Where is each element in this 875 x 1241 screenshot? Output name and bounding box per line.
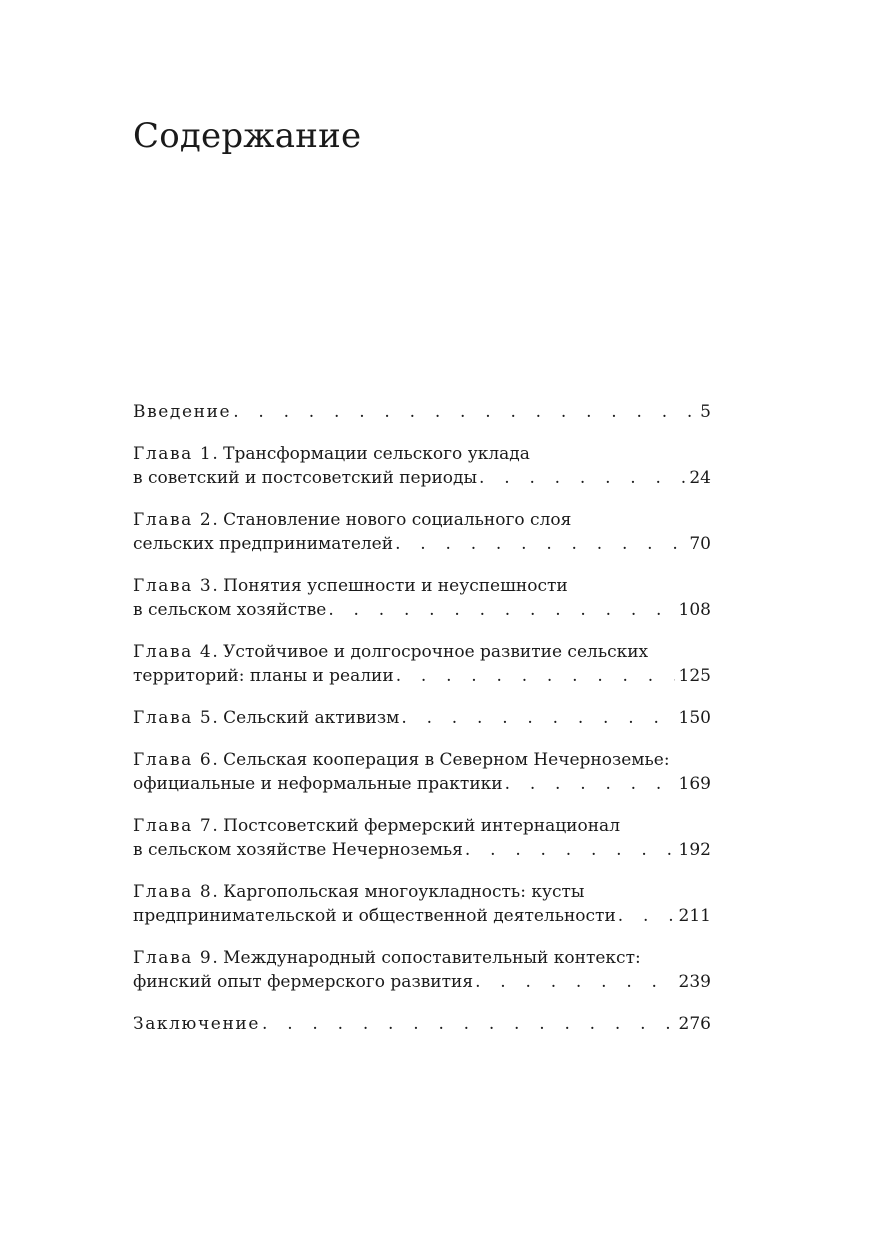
toc-entry-label: Глава 3: [133, 576, 213, 596]
toc-entry-title-line-1: Сельская кооперация в Северном Нечерноземье:: [223, 750, 670, 770]
table-of-contents: [133, 400, 711, 1036]
toc-entry-title-line-1: Становление нового социального слоя: [223, 510, 572, 530]
toc-page-number: 125: [678, 666, 711, 686]
toc-entry-title-line-2: в сельском хозяйстве Нечерноземья: [133, 840, 463, 860]
dot-leader: [465, 838, 675, 862]
toc-entry-title-line-1: Международный сопоставительный контекст:: [223, 948, 641, 968]
toc-entry-title-line-2: сельских предпринимателей: [133, 534, 394, 554]
dot-leader: [479, 466, 685, 490]
toc-entry-label: Заключение: [133, 1014, 260, 1034]
toc-entry-chapter-1[interactable]: Глава 1 . Трансформации сельского уклада в советский и постсоветский периоды . . . 24: [133, 442, 711, 490]
toc-entry-title-line-1: Постсоветский фермерский интернационал: [223, 816, 620, 836]
dot-leader: [396, 664, 675, 688]
toc-entry-title-line-1: Каргопольская многоукладность: кусты: [223, 882, 585, 902]
toc-page-number: 24: [689, 468, 711, 488]
dot-leader: [395, 532, 685, 556]
toc-entry-title-line-1: Трансформации сельского уклада: [223, 444, 530, 464]
toc-entry-title-line-2: в сельском хозяйстве: [133, 600, 327, 620]
toc-page-number: 169: [678, 774, 711, 794]
toc-entry-chapter-4[interactable]: Глава 4 . Устойчивое и долгосрочное развитие сельских территорий: планы и реалии . . . 125: [133, 640, 711, 688]
toc-entry-title-line-2: территорий: планы и реалии: [133, 666, 394, 686]
dot-leader: [401, 706, 674, 730]
dot-leader: [475, 970, 674, 994]
toc-entry-label: Глава 7: [133, 816, 213, 836]
toc-page-number: 192: [678, 840, 711, 860]
toc-entry-chapter-8[interactable]: Глава 8 . Каргопольская многоукладность: кусты предпринимательской и общественной деятельности . . . 211: [133, 880, 711, 928]
toc-entry-label: Глава 1: [133, 444, 213, 464]
toc-entry-conclusion[interactable]: [133, 1012, 711, 1036]
toc-entry-title-line-2: в советский и постсоветский периоды: [133, 468, 478, 488]
toc-entry-introduction[interactable]: [133, 400, 711, 424]
toc-entry-chapter-6[interactable]: Глава 6 . Сельская кооперация в Северном Нечерноземье: официальные и неформальные практики . . . 169: [133, 748, 711, 796]
toc-page-number: 276: [678, 1014, 711, 1034]
toc-entry-title-line-2: официальные и неформальные практики: [133, 774, 503, 794]
toc-entry-label: Глава 2: [133, 510, 213, 530]
toc-entry-label: Глава 6: [133, 750, 213, 770]
toc-entry-title-line-2: предпринимательской и общественной деятельности: [133, 906, 616, 926]
toc-page-number: 150: [678, 708, 711, 728]
toc-entry-title-line-1: Устойчивое и долгосрочное развитие сельских: [223, 642, 649, 662]
dot-leader: [618, 904, 675, 928]
toc-entry-title-line-1: Понятия успешности и неуспешности: [223, 576, 568, 596]
toc-entry-title-line-2: финский опыт фермерского развития: [133, 972, 474, 992]
toc-entry-chapter-2[interactable]: Глава 2 . Становление нового социального слоя сельских предпринимателей . . . 70: [133, 508, 711, 556]
toc-entry-chapter-7[interactable]: Глава 7 . Постсоветский фермерский интернационал в сельском хозяйстве Нечерноземья . . . 192: [133, 814, 711, 862]
toc-page-number: 108: [678, 600, 711, 620]
dot-leader: [233, 400, 696, 424]
toc-entry-chapter-9[interactable]: Глава 9 . Международный сопоставительный контекст: финский опыт фермерского развития . . . 239: [133, 946, 711, 994]
toc-entry-label: Глава 9: [133, 948, 213, 968]
toc-entry-label: Глава 5: [133, 708, 213, 728]
toc-page-number: 239: [678, 972, 711, 992]
toc-entry-chapter-5[interactable]: Глава 5 . Сельский активизм . . . 150: [133, 706, 711, 730]
toc-entry-label: Введение: [133, 402, 232, 422]
dot-leader: [328, 598, 674, 622]
toc-entry-label: Глава 4: [133, 642, 213, 662]
toc-page-number: 5: [700, 402, 711, 422]
page-title: Содержание: [133, 116, 362, 156]
toc-entry-label: Глава 8: [133, 882, 213, 902]
dot-leader: [505, 772, 675, 796]
toc-page-number: 70: [689, 534, 711, 554]
toc-entry-chapter-3[interactable]: Глава 3 . Понятия успешности и неуспешности в сельском хозяйстве . . . 108: [133, 574, 711, 622]
toc-entry-title-line-1: Сельский активизм: [223, 708, 400, 728]
dot-leader: [262, 1012, 675, 1036]
toc-page-number: 211: [678, 906, 711, 926]
